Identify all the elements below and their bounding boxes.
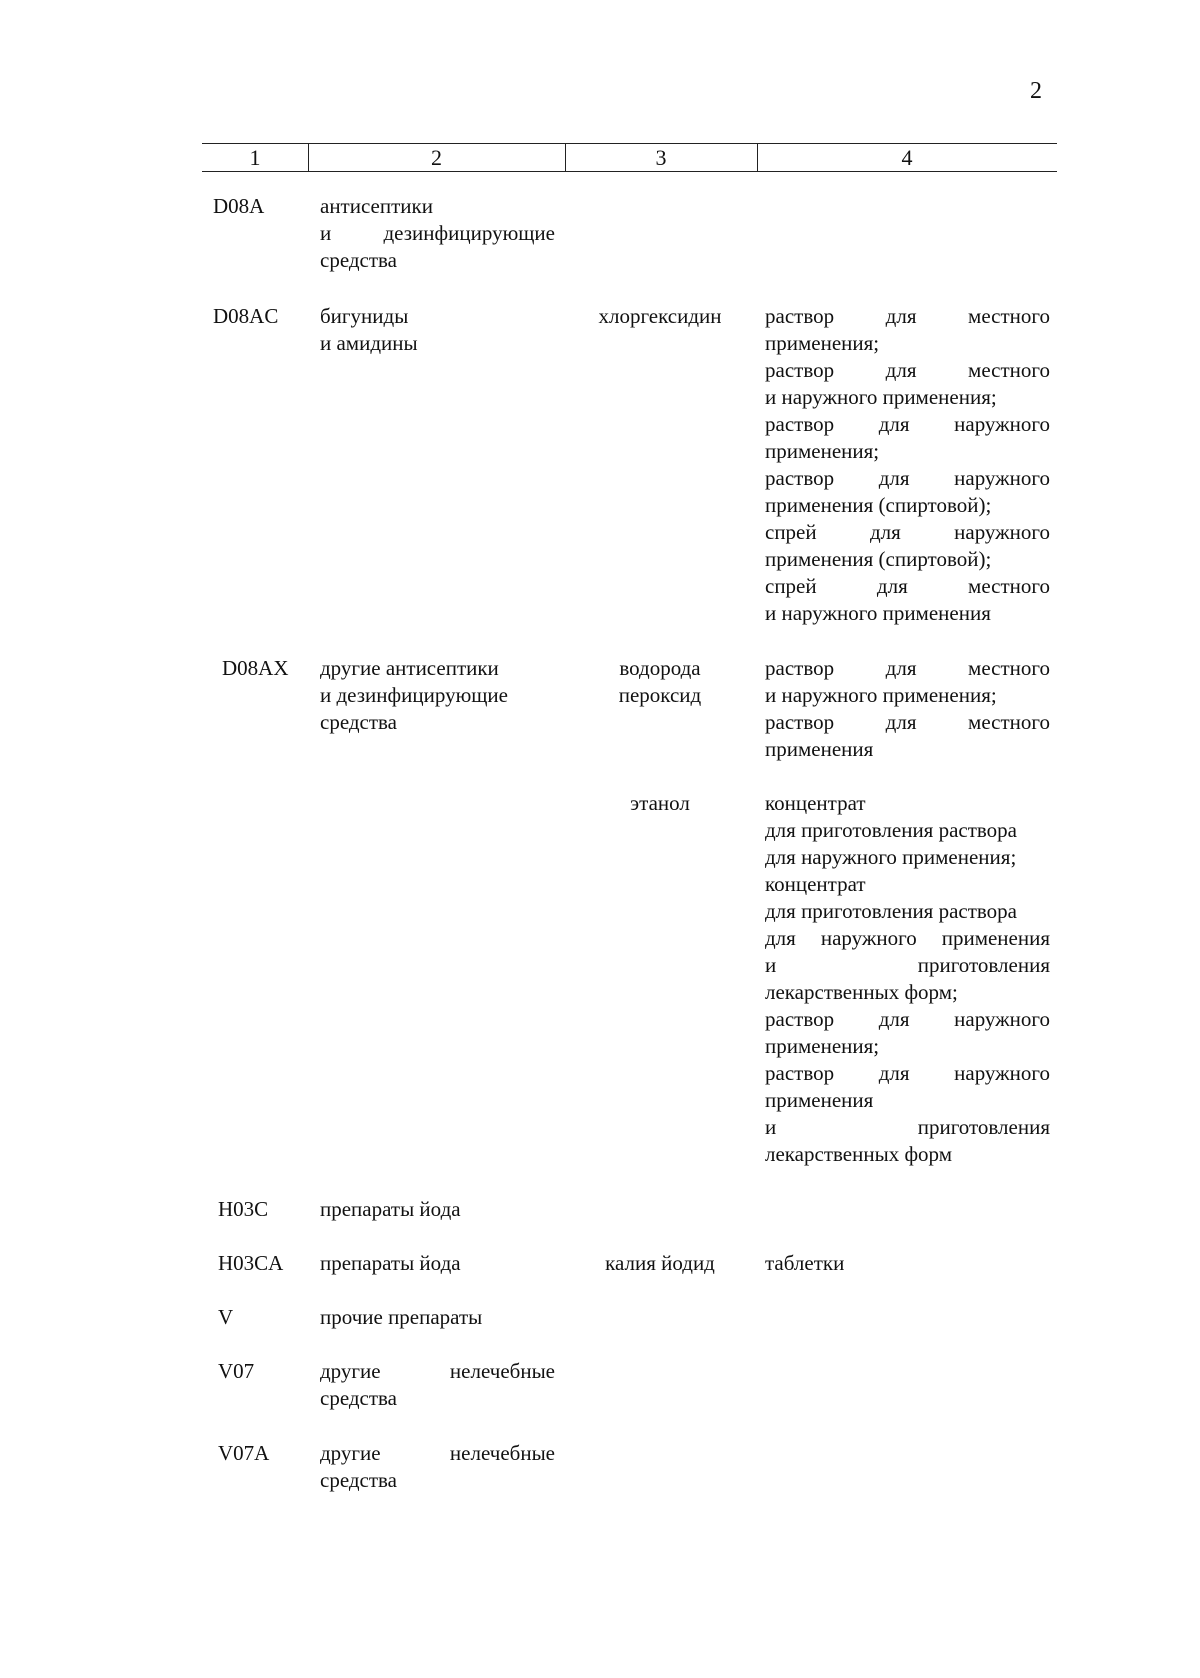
- text-line: бигуниды: [320, 304, 409, 328]
- text-line: применения;: [765, 331, 880, 355]
- text-line: средства: [320, 1468, 398, 1492]
- text-line: применения: [765, 1088, 874, 1112]
- header-bottom-rule: [202, 171, 1057, 172]
- atc-code: V07: [218, 1359, 255, 1383]
- text-line: раствор для наружного: [765, 412, 1050, 436]
- text-line: и приготовления: [765, 953, 1050, 977]
- text-line: лекарственных форм: [765, 1142, 953, 1166]
- atc-code: V: [218, 1305, 234, 1329]
- text-line: спрей для местного: [765, 574, 1050, 598]
- text-line: средства: [320, 1386, 398, 1410]
- text-line: применения: [765, 737, 874, 761]
- text-line: средства: [320, 248, 398, 272]
- text-line: раствор для местного: [765, 710, 1050, 734]
- atc-group: [320, 655, 508, 736]
- dosage-forms: [765, 790, 1050, 1168]
- atc-code: D08AX: [222, 656, 289, 680]
- header-col-2: 2: [431, 145, 442, 170]
- text-line: для наружного применения: [765, 926, 1050, 950]
- atc-group: [320, 1196, 461, 1223]
- text-line: препараты йода: [320, 1251, 461, 1275]
- text-line: и наружного применения;: [765, 385, 997, 409]
- atc-group: [320, 193, 555, 274]
- text-line: и наружного применения: [765, 601, 991, 625]
- text-line: другие нелечебные: [320, 1359, 555, 1383]
- text-line: раствор для местного: [765, 358, 1050, 382]
- text-line: средства: [320, 710, 398, 734]
- text-line: для приготовления раствора: [765, 818, 1017, 842]
- text-line: раствор для наружного: [765, 1007, 1050, 1031]
- dosage-forms: [765, 655, 1050, 763]
- text-line: применения (спиртовой);: [765, 547, 992, 571]
- text-line: пероксид: [618, 683, 702, 707]
- text-line: таблетки: [765, 1251, 845, 1275]
- text-line: и дезинфицирующие: [320, 683, 508, 707]
- text-line: для приготовления раствора: [765, 899, 1017, 923]
- text-line: и амидины: [320, 331, 418, 355]
- substance: [565, 790, 755, 817]
- text-line: другие антисептики: [320, 656, 499, 680]
- text-line: применения;: [765, 1034, 880, 1058]
- text-line: водорода: [619, 656, 701, 680]
- text-line: для наружного применения;: [765, 845, 1017, 869]
- atc-group: [320, 1304, 482, 1331]
- atc-group: [320, 1250, 461, 1277]
- text-line: этанол: [630, 791, 690, 815]
- atc-code: H03C: [218, 1197, 269, 1221]
- text-line: и наружного применения;: [765, 683, 997, 707]
- text-line: хлоргексидин: [598, 304, 722, 328]
- atc-code: H03CA: [218, 1251, 284, 1275]
- substance: [565, 303, 755, 330]
- atc-code: V07A: [218, 1441, 270, 1465]
- atc-code: D08AC: [213, 304, 279, 328]
- text-line: раствор для местного: [765, 304, 1050, 328]
- text-line: применения (спиртовой);: [765, 493, 992, 517]
- text-line: калия йодид: [605, 1251, 715, 1275]
- text-line: антисептики: [320, 194, 433, 218]
- substance: [565, 1250, 755, 1277]
- text-line: и дезинфицирующие: [320, 221, 555, 245]
- text-line: спрей для наружного: [765, 520, 1050, 544]
- atc-group: [320, 1358, 555, 1412]
- page-number: 2: [1030, 78, 1042, 104]
- text-line: другие нелечебные: [320, 1441, 555, 1465]
- substance: [565, 655, 755, 709]
- text-line: концентрат: [765, 872, 866, 896]
- header-col-4: 4: [901, 145, 913, 170]
- text-line: и приготовления: [765, 1115, 1050, 1139]
- text-line: прочие препараты: [320, 1305, 483, 1329]
- dosage-forms: [765, 303, 1050, 627]
- text-line: препараты йода: [320, 1197, 461, 1221]
- header-col-1: 1: [249, 145, 261, 170]
- text-line: раствор для наружного: [765, 1061, 1050, 1085]
- text-line: применения;: [765, 439, 880, 463]
- atc-group: [320, 303, 418, 357]
- dosage-forms: [765, 1250, 1050, 1277]
- text-line: раствор для наружного: [765, 466, 1050, 490]
- text-line: лекарственных форм;: [765, 980, 958, 1004]
- text-line: концентрат: [765, 791, 866, 815]
- atc-group: [320, 1440, 555, 1494]
- header-col-3: 3: [655, 145, 667, 170]
- atc-code: D08A: [213, 194, 265, 218]
- text-line: раствор для местного: [765, 656, 1050, 680]
